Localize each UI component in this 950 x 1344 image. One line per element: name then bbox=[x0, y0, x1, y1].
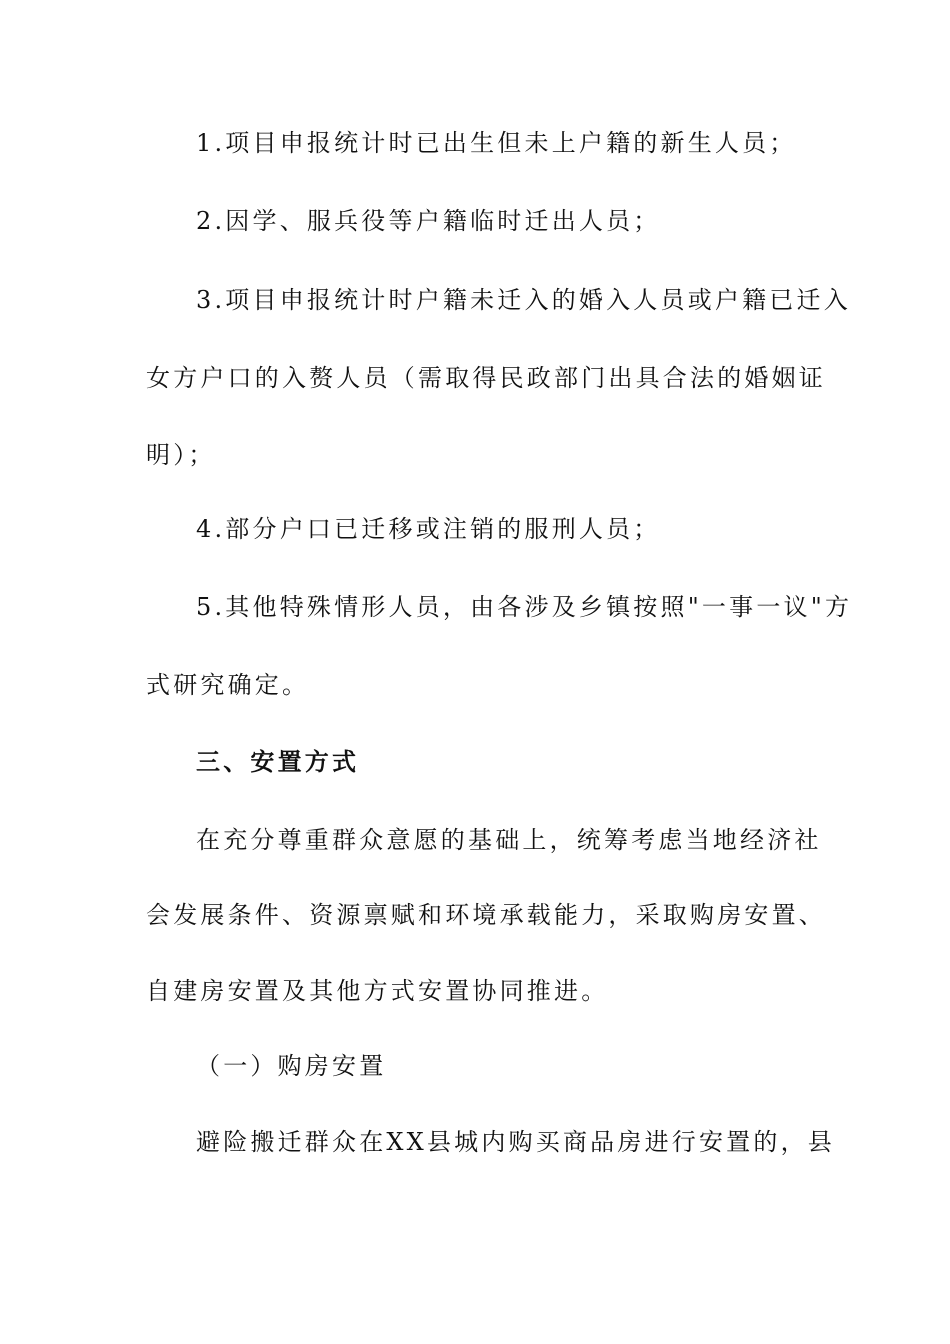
list-item-4: 4.部分户口已迁移或注销的服刑人员； bbox=[196, 515, 661, 543]
list-item-3-line-2: 女方户口的入赘人员（需取得民政部门出具合法的婚姻证 bbox=[146, 364, 826, 392]
list-item-3-line-1: 3.项目申报统计时户籍未迁入的婚入人员或户籍已迁入 bbox=[196, 286, 851, 314]
subsection-heading: （一）购房安置 bbox=[196, 1052, 387, 1080]
list-item-5-line-2: 式研究确定。 bbox=[146, 671, 310, 699]
paragraph-1-line-2: 会发展条件、资源禀赋和环境承载能力，采取购房安置、 bbox=[146, 901, 826, 929]
paragraph-1-line-1: 在充分尊重群众意愿的基础上，统筹考虑当地经济社 bbox=[196, 826, 822, 854]
section-heading: 三、安置方式 bbox=[196, 747, 360, 776]
list-item-5-line-1: 5.其他特殊情形人员，由各涉及乡镇按照"一事一议"方 bbox=[196, 593, 853, 621]
list-item-2: 2.因学、服兵役等户籍临时迁出人员； bbox=[196, 207, 661, 235]
list-item-1: 1.项目申报统计时已出生但未上户籍的新生人员； bbox=[196, 129, 797, 157]
paragraph-1-line-3: 自建房安置及其他方式安置协同推进。 bbox=[146, 977, 609, 1005]
list-item-3-line-3: 明）； bbox=[146, 441, 216, 469]
paragraph-2-line-1: 避险搬迁群众在XX县城内购买商品房进行安置的，县 bbox=[196, 1128, 835, 1156]
